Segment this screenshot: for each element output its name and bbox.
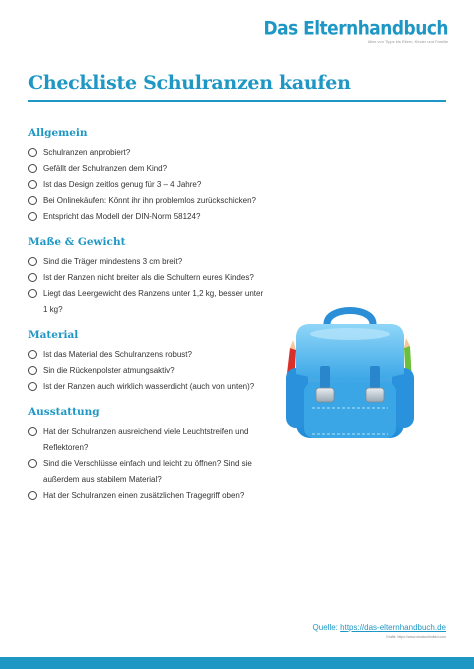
checklist-item-text: Hat der Schulranzen einen zusätzlichen Tragegriff oben? (43, 491, 245, 500)
checklist-item[interactable] (28, 363, 268, 379)
checkbox-circle-icon[interactable] (28, 289, 37, 298)
checklist-item[interactable] (28, 254, 268, 270)
image-credit: Grafik: https://www.stockunlimited.com (386, 635, 446, 639)
checklist-item-text: Hat der Schulranzen ausreichend viele Leuchtstreifen und Reflektoren? (43, 427, 249, 452)
title-divider (28, 100, 446, 102)
checklist-section (28, 126, 268, 225)
section-heading: Allgemein (28, 127, 88, 139)
checkbox-circle-icon[interactable] (28, 350, 37, 359)
checkbox-circle-icon[interactable] (28, 382, 37, 391)
checklist-item[interactable] (28, 270, 268, 286)
checkbox-circle-icon[interactable] (28, 196, 37, 205)
checklist-item-text: Ist der Ranzen auch wirklich wasserdicht (auch von unten)? (43, 382, 255, 391)
checklist-item-text: Ist das Design zeitlos genug für 3 – 4 Jahre? (43, 180, 202, 189)
checklist-item[interactable] (28, 209, 268, 225)
source-label: Quelle: (312, 623, 338, 632)
checklist-item[interactable] (28, 193, 268, 209)
checklist (28, 126, 268, 514)
footer-bar (0, 657, 474, 669)
checklist-item[interactable] (28, 424, 268, 456)
checklist-item[interactable] (28, 177, 268, 193)
brand-logo (264, 20, 449, 45)
checklist-item-text: Ist das Material des Schulranzens robust? (43, 350, 192, 359)
checklist-item-text: Gefällt der Schulranzen dem Kind? (43, 164, 168, 173)
page-title: Checkliste Schulranzen kaufen (28, 72, 351, 94)
checklist-section (28, 235, 268, 318)
checklist-item[interactable] (28, 456, 268, 488)
checkbox-circle-icon[interactable] (28, 427, 37, 436)
checklist-item-text: Liegt das Leergewicht des Ranzens unter 1,2 kg, besser unter 1 kg? (43, 289, 264, 314)
checkbox-circle-icon[interactable] (28, 459, 37, 468)
checklist-item[interactable] (28, 347, 268, 363)
checkbox-circle-icon[interactable] (28, 366, 37, 375)
checklist-item-text: Entspricht das Modell der DIN-Norm 58124? (43, 212, 201, 221)
checklist-section (28, 405, 268, 504)
checkbox-circle-icon[interactable] (28, 212, 37, 221)
source-link[interactable]: https://das-elternhandbuch.de (340, 623, 446, 632)
checklist-item[interactable] (28, 488, 268, 504)
source-line (313, 623, 446, 632)
section-heading: Material (28, 329, 79, 341)
checkbox-circle-icon[interactable] (28, 148, 37, 157)
checklist-section (28, 328, 268, 395)
checkbox-circle-icon[interactable] (28, 273, 37, 282)
section-heading: Ausstattung (28, 406, 100, 418)
section-heading: Maße & Gewicht (28, 236, 126, 248)
checklist-item[interactable] (28, 286, 268, 318)
checkbox-circle-icon[interactable] (28, 491, 37, 500)
logo-wordmark: Das Elternhandbuch (263, 18, 448, 40)
checklist-item[interactable] (28, 379, 268, 395)
checklist-item-text: Sin die Rückenpolster atmungsaktiv? (43, 366, 175, 375)
logo-tagline: Alles von Tipps bis Eltern, Kinder und Familie (367, 39, 448, 44)
checklist-item-text: Ist der Ranzen nicht breiter als die Schultern eures Kindes? (43, 273, 254, 282)
checklist-item-text: Schulranzen anprobiert? (43, 148, 131, 157)
checklist-item[interactable] (28, 161, 268, 177)
checklist-item-text: Sind die Verschlüsse einfach und leicht zu öffnen? Sind sie außerdem aus stabilem Material? (43, 459, 252, 484)
checkbox-circle-icon[interactable] (28, 257, 37, 266)
backpack-illustration (282, 304, 418, 444)
checkbox-circle-icon[interactable] (28, 164, 37, 173)
checklist-item[interactable] (28, 145, 268, 161)
checkbox-circle-icon[interactable] (28, 180, 37, 189)
checklist-item-text: Sind die Träger mindestens 3 cm breit? (43, 257, 183, 266)
checklist-item-text: Bei Onlinekäufen: Könnt ihr ihn problemlos zurückschicken? (43, 196, 257, 205)
